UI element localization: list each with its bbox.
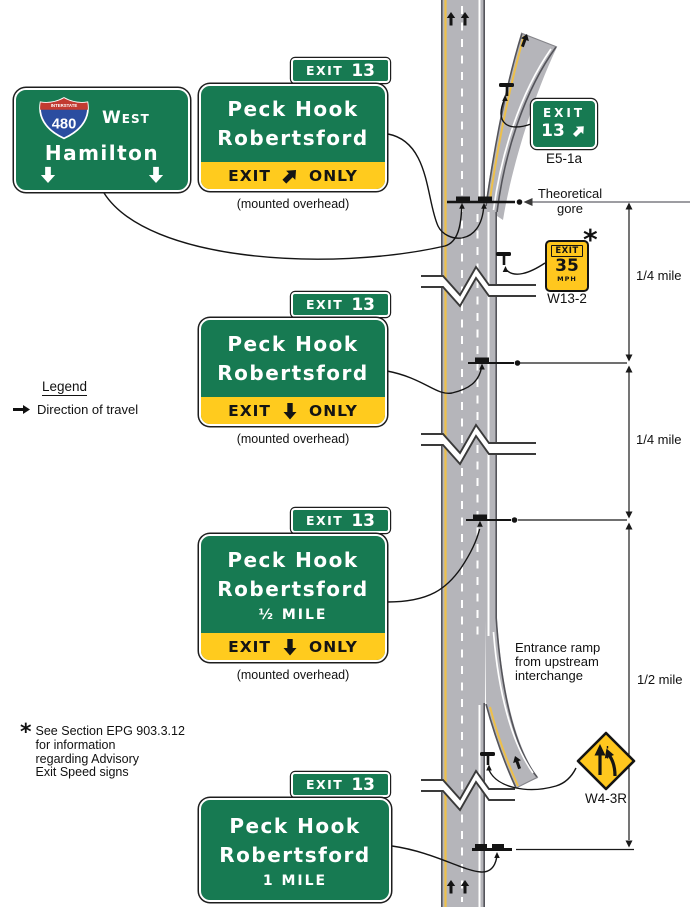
footnote-marker: * (583, 223, 598, 256)
footnote-line: regarding Advisory (35, 751, 140, 766)
plaque-only-label: ONLY (309, 401, 358, 420)
advisory-speed-units: MPH (557, 275, 577, 283)
gore-label-line: Theoretical (537, 186, 603, 201)
distance-label: 1/2 mile (637, 672, 683, 687)
tab-exit-number: 13 (351, 774, 376, 795)
mounting-note: (mounted overhead) (236, 197, 350, 211)
mounting-note: (mounted overhead) (236, 432, 350, 446)
tab-exit-label: EXIT (305, 513, 344, 528)
exit-tab-half (291, 508, 390, 533)
destination-line: Peck Hook (227, 548, 359, 572)
gore-exit-label: EXIT (542, 106, 586, 120)
destination: Hamilton (44, 141, 160, 165)
exit-tab-mile (291, 772, 390, 797)
leader-w132 (506, 263, 546, 274)
plaque-only-label: ONLY (309, 637, 358, 656)
down-arrow-icon (280, 401, 300, 421)
footnote-line: for information (35, 737, 116, 752)
interstate-shield-icon (38, 96, 90, 140)
footnote (20, 720, 185, 780)
route-number: 480 (51, 116, 77, 133)
tab-exit-label: EXIT (305, 63, 344, 78)
exit-lane (485, 205, 497, 620)
advisory-speed-value: 35 (555, 256, 579, 276)
destination-line: Robertsford (219, 842, 371, 867)
destination-line: Robertsford (217, 360, 369, 385)
legend-item-label: Direction of travel (37, 402, 139, 417)
entrance-ramp-line: Entrance ramp (515, 640, 601, 655)
warning-diamond (578, 733, 634, 789)
legend (13, 378, 138, 417)
mounting-note: (mounted overhead) (236, 668, 350, 682)
gore-label-line: gore (556, 200, 584, 216)
plaque-exit-label: EXIT (228, 637, 272, 656)
gore-exit-number: 13 (541, 121, 565, 141)
guide-sign-half (199, 534, 387, 662)
footnote-line: See Section EPG 903.3.12 (35, 724, 185, 738)
legend-title: Legend (42, 379, 88, 394)
pull-through-header (16, 90, 188, 140)
distance-label: 1/4 mile (636, 432, 682, 447)
up-right-arrow-icon (571, 123, 587, 139)
plaque-exit-label: EXIT (228, 401, 272, 420)
added-lane-sign (578, 733, 634, 789)
guide-sign-quarter (199, 318, 387, 426)
footnote-marker: * (20, 720, 32, 745)
right-arrow-icon (13, 405, 31, 414)
exit-only-plaque (201, 397, 385, 424)
sign-code-label: W13-2 (547, 291, 587, 306)
theoretical-gore-label (528, 187, 612, 216)
guide-sign-gore (199, 84, 387, 191)
destination-line: Peck Hook (229, 813, 361, 838)
entrance-ramp-label (515, 641, 600, 682)
down-arrow-icon (144, 165, 168, 184)
guide-sign-mile (199, 798, 391, 902)
footnote-line: Exit Speed signs (35, 765, 129, 780)
gore-exit-sign (531, 99, 597, 149)
tab-exit-number: 13 (351, 294, 376, 315)
pull-through-sign (14, 88, 190, 192)
exit-only-plaque (201, 162, 385, 189)
lane-arrows (16, 165, 188, 184)
destination-line: Peck Hook (227, 97, 359, 121)
shield-caption: INTERSTATE (50, 103, 78, 109)
plaque-exit-label: EXIT (228, 166, 272, 185)
tab-exit-label: EXIT (305, 297, 344, 312)
advisory-exit-label: EXIT (551, 245, 582, 257)
destination-line: Robertsford (217, 577, 369, 601)
distance-line: ½ MILE (258, 607, 328, 623)
cardinal-direction: West (102, 108, 150, 128)
distance-label: 1/4 mile (636, 268, 682, 283)
sign-code-label: E5-1a (545, 151, 583, 166)
down-arrow-icon (36, 165, 60, 184)
exit-tab-gore (291, 58, 390, 83)
tab-exit-number: 13 (351, 60, 376, 81)
plaque-only-label: ONLY (309, 166, 358, 185)
post-advisory (496, 252, 511, 265)
sign-code-label: W4-3R (584, 791, 627, 806)
tab-exit-label: EXIT (305, 777, 344, 792)
exit-only-plaque (201, 633, 385, 660)
exit-tab-quarter (291, 292, 390, 317)
tab-exit-number: 13 (351, 510, 376, 531)
up-right-arrow-icon (280, 166, 300, 186)
destination-line: Peck Hook (227, 331, 359, 356)
entrance-ramp-line: interchange (515, 667, 583, 683)
entrance-ramp-line: from upstream (515, 653, 599, 669)
destination-line: Robertsford (217, 126, 369, 150)
down-arrow-icon (280, 637, 300, 657)
overhead-structure-mile (472, 844, 512, 850)
distance-line: 1 MILE (262, 872, 328, 889)
